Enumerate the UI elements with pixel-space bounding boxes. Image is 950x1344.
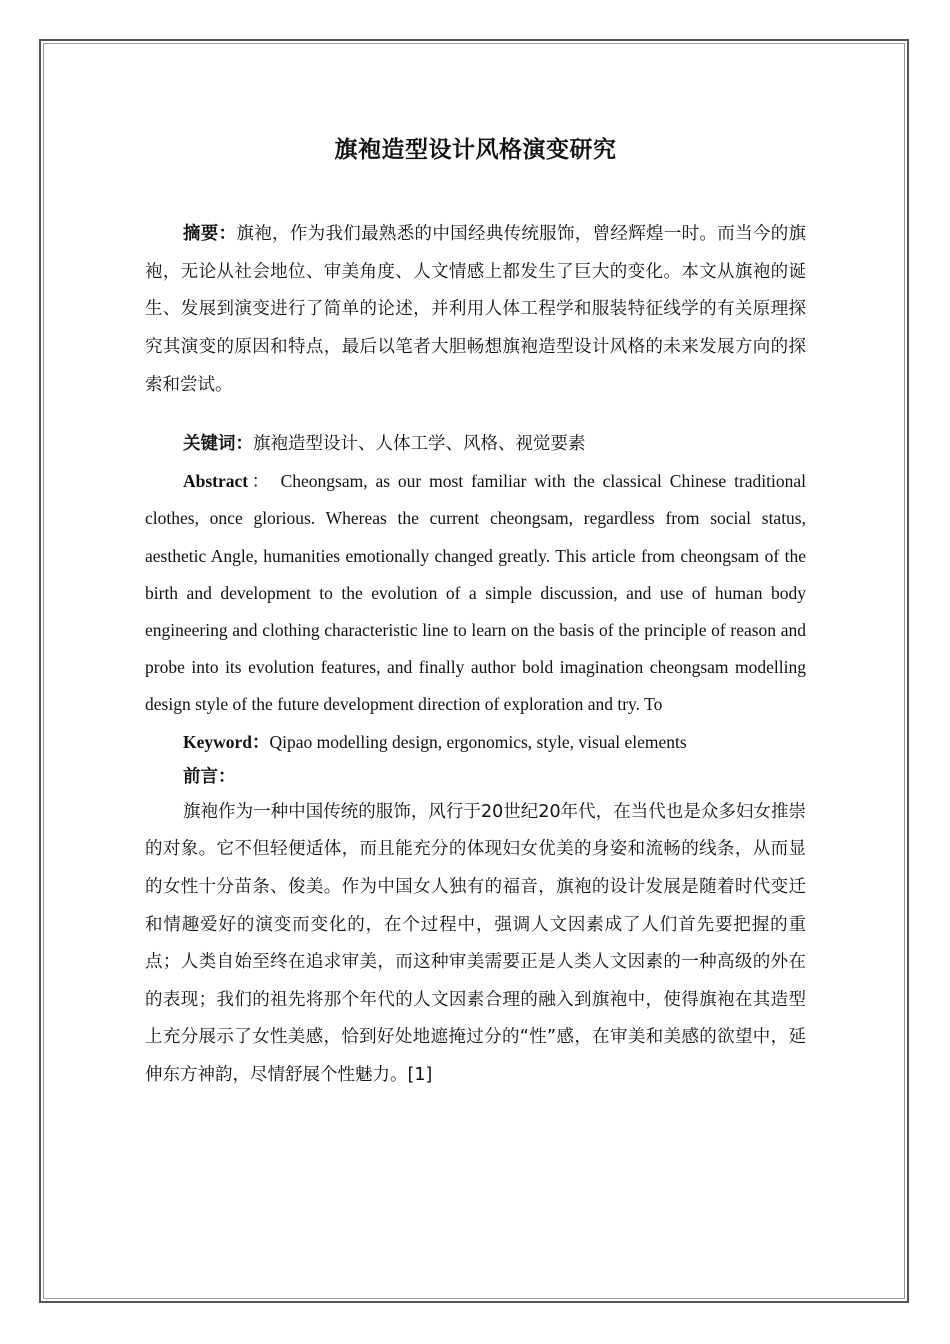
abstract-english-text: Cheongsam, as our most familiar with the classical Chinese traditional clothes, once glorious. Whereas the current cheongsam, regardless from social status, aesthetic Angle, humanities emotionally changed greatly. This article from cheongsam of the birth and development to the evolution of a simple discussion, and use of human body engineering and clothing characteristic line to learn on the basis of the principle of reason and probe into its evolution features, and finally author bold imagination cheongsam modelling design style of the future development direction of exploration and try. To	[145, 471, 807, 715]
abstract-chinese	[145, 216, 806, 405]
abstract-chinese-label: 摘要：	[183, 224, 237, 244]
keywords-chinese	[145, 426, 806, 464]
keywords-english	[145, 724, 806, 761]
document-body	[145, 130, 806, 1095]
abstract-english	[145, 463, 806, 723]
abstract-english-label: Abstract	[183, 471, 249, 492]
keywords-chinese-text: 旗袍造型设计、人体工学、风格、视觉要素	[253, 433, 586, 454]
abstract-english-separator: ：	[248, 471, 273, 492]
keywords-english-label: Keyword：	[183, 731, 270, 752]
keywords-chinese-label: 关键词：	[183, 433, 253, 454]
document-title: 旗袍造型设计风格演变研究	[334, 136, 617, 163]
abstract-chinese-text: 旗袍，作为我们最熟悉的中国经典传统服饰，曾经辉煌一时。而当今的旗袍，无论从社会地位、审美角度、人文情感上都发生了巨大的变化。本文从旗袍的诞生、发展到演变进行了简单的论述，并利用人体工程学和服装特征线学的有关原理探究其演变的原因和特点，最后以笔者大胆畅想旗袍造型设计风格的未来发展方向的探索和尝试。	[145, 224, 807, 395]
preface-paragraph: 旗袍作为一种中国传统的服饰，风行于20世纪20年代，在当代也是众多妇女推崇的对象。它不但轻便适体，而且能充分的体现妇女优美的身姿和流畅的线条，从而显的女性十分苗条、俊美。作为中国女人独有的福音，旗袍的设计发展是随着时代变迁和情趣爱好的演变而变化的，在个过程中，强调人文因素成了人们首先要把握的重点；人类自始至终在追求审美，而这种审美需要正是人类人文因素的一种高级的外在的表现；我们的祖先将那个年代的人文因素合理的融入到旗袍中，使得旗袍在其造型上充分展示了女性美感，恰到好处地遮掩过分的“性”感，在审美和美感的欲望中，延伸东方神韵，尽情舒展个性魅力。[1]	[145, 801, 806, 1085]
keywords-english-text: Qipao modelling design, ergonomics, style, visual elements	[269, 731, 687, 752]
preface-heading: 前言：	[183, 766, 236, 787]
